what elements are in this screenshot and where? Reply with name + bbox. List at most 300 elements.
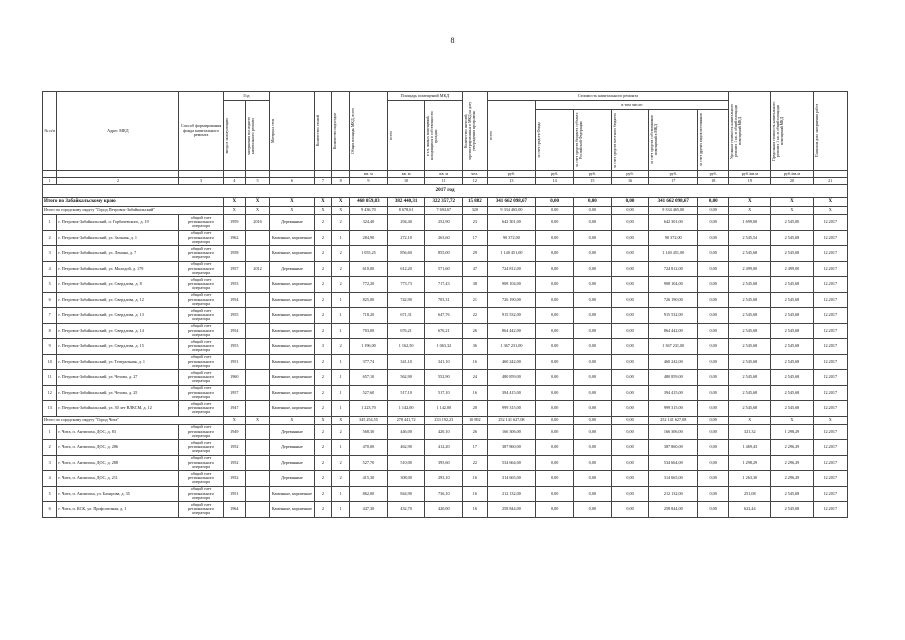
cell-c3: 0,00 [611, 339, 649, 355]
cell-unit: 1 298,29 [729, 455, 771, 471]
cell-method: общий счет регионального оператора [179, 440, 223, 456]
column-number: 17 [649, 178, 698, 185]
cell-c2: 0,00 [574, 308, 612, 324]
unit-cell: чел. [463, 171, 487, 178]
cell-cost: 480 859,00 [487, 370, 536, 386]
cell-mat: Каменные, кирпичные [270, 246, 314, 262]
hdr-year-last-repair: завершения последнего капитального ремонта [246, 116, 255, 155]
cell-fl: 2 [314, 215, 332, 231]
cell-method: общий счет регионального оператора [179, 502, 223, 518]
cell-ppl: 16 [463, 486, 487, 502]
cell-cost: 460 242,00 [487, 354, 536, 370]
cell-rep [245, 401, 269, 417]
cell-pr: 671,31 [387, 308, 425, 324]
cell-addr: г. Чита, п. Антипиха, ул. Бахирова, д. 35 [57, 486, 179, 502]
unit-cell-blank [813, 171, 848, 178]
cell-res: 420,00 [425, 502, 463, 518]
cell-rep: 2012 [245, 261, 269, 277]
column-number: 21 [813, 178, 848, 185]
hdr-cost-total: всего [488, 131, 493, 140]
cell-n: 1 [43, 215, 57, 231]
cell-c3: 0,00 [611, 471, 649, 487]
cell-ppl: 17 [463, 230, 487, 246]
subtotal-row-cell: X [245, 207, 269, 215]
cell-c2: 0,00 [574, 401, 612, 417]
cell-pr: 844,90 [387, 486, 425, 502]
cell-max: 2 545,68 [771, 308, 813, 324]
column-number: 6 [270, 178, 314, 185]
cell-cost: 642 301,00 [487, 215, 536, 231]
cell-mat: Деревянные [270, 455, 314, 471]
cell-n: 10 [43, 354, 57, 370]
cell-c1: 0,00 [536, 277, 574, 293]
subtotal-row-cell: X [813, 416, 848, 424]
cell-unit: 2 545,68 [729, 370, 771, 386]
cell-en: 1 [332, 385, 350, 401]
subtotal-row-label: Итого по городскому округу "Город Чита" [43, 416, 224, 424]
cell-rep [245, 339, 269, 355]
cell-c2: 0,00 [574, 455, 612, 471]
subtotal-row-cell: 0,00 [574, 416, 612, 424]
cell-date: 12.2017 [813, 455, 848, 471]
cell-c4: 864 442,00 [649, 323, 698, 339]
cell-mat: Каменные, кирпичные [270, 502, 314, 518]
subtotal-row-cell: 0,00 [536, 416, 574, 424]
grand-total-row-cell: 0,00 [698, 198, 729, 207]
cell-unit: 2 545,68 [729, 246, 771, 262]
cell-addr: г. Петровск-Забайкальский, ул. Театральная, д. 1 [57, 354, 179, 370]
cell-en: 1 [332, 401, 350, 417]
cell-ppl: 36 [463, 339, 487, 355]
cell-c3: 0,00 [611, 230, 649, 246]
cell-max: 2 545,68 [771, 401, 813, 417]
cell-res: 517,10 [425, 385, 463, 401]
cell-mat: Каменные, кирпичные [270, 292, 314, 308]
cell-cost: 726 190,00 [487, 292, 536, 308]
cell-en: 1 [332, 292, 350, 308]
cell-en: 2 [332, 277, 350, 293]
subtotal-row-cell: 0,00 [611, 416, 649, 424]
cell-addr: г. Петровск-Забайкальский, ул. Молодой, д. 179 [57, 261, 179, 277]
cell-built: 1955 [223, 308, 245, 324]
hdr-wall-material: Материал стен [271, 119, 276, 143]
grand-total-row-cell: X [223, 198, 245, 207]
grand-total-row-cell: X [314, 198, 332, 207]
cell-pr: 446,00 [387, 424, 425, 440]
cell-method: общий счет регионального оператора [179, 385, 223, 401]
cell-max: 2 545,68 [771, 354, 813, 370]
cell-pr: 676,21 [387, 323, 425, 339]
cell-res: 717,43 [425, 277, 463, 293]
subtotal-row-cell: 8 678,61 [387, 207, 425, 215]
cell-max: 1 298,29 [771, 424, 813, 440]
cell-c1: 0,00 [536, 385, 574, 401]
cell-unit: 2 545,68 [729, 354, 771, 370]
cell-c4: 1 140 451,00 [649, 246, 698, 262]
unit-cell: руб. [574, 171, 612, 178]
cell-c5: 0,00 [698, 323, 729, 339]
cell-c2: 0,00 [574, 502, 612, 518]
hdr-cost-local: за счет средств местного бюджета [612, 112, 617, 168]
subtotal-row-cell: 252 141 627,08 [487, 416, 536, 424]
cell-method: общий счет регионального оператора [179, 354, 223, 370]
subtotal-row-label: Итого по городскому округу "Город Петровск-Забайкальский" [43, 207, 224, 215]
cell-built: 1954 [223, 292, 245, 308]
table-row [43, 455, 848, 471]
cell-fl: 3 [314, 339, 332, 355]
cell-addr: г. Петровск-Забайкальский, ул. Свердлова, д. 13 [57, 308, 179, 324]
table-row [43, 277, 848, 293]
cell-mat: Деревянные [270, 440, 314, 456]
cell-addr: г. Чита, п. Антипиха, ДОС, д. 286 [57, 440, 179, 456]
cell-mat: Каменные, кирпичные [270, 370, 314, 386]
cell-unit: 2 545,68 [729, 339, 771, 355]
cell-date: 12.2017 [813, 401, 848, 417]
cell-ppl: 16 [463, 471, 487, 487]
cell-res: 252,90 [425, 215, 463, 231]
cell-rep [245, 440, 269, 456]
table-row [43, 440, 848, 456]
cell-cost: 166 306,00 [487, 424, 536, 440]
cell-built: 1952 [223, 440, 245, 456]
cell-max: 2 545,68 [771, 486, 813, 502]
cell-unit: 1 263,30 [729, 471, 771, 487]
subtotal-row-cell: 0,00 [611, 207, 649, 215]
hdr-cost-federal: за счет средств бюджета субъекта Российской Федерации [575, 112, 583, 168]
cell-n: 13 [43, 401, 57, 417]
cell-c5: 0,00 [698, 455, 729, 471]
cell-pr: 341,10 [387, 354, 425, 370]
grand-total-row-cell: X [813, 198, 848, 207]
cell-n: 2 [43, 230, 57, 246]
cell-ppl: 21 [463, 292, 487, 308]
cell-fl: 2 [314, 455, 332, 471]
cell-res: 571,60 [425, 261, 463, 277]
cell-c5: 0,00 [698, 230, 729, 246]
cell-date: 12.2017 [813, 230, 848, 246]
hdr-premises-total: всего [388, 131, 393, 140]
hdr-unit-cost: Удельная стоимость капитального ремонта 1 кв. м общей площади помещений МКД [730, 103, 743, 159]
cell-n: 3 [43, 246, 57, 262]
cell-ppl: 47 [463, 261, 487, 277]
grand-total-row-cell: 0,00 [611, 198, 649, 207]
cell-ppl: 23 [463, 215, 487, 231]
cell-res: 855,00 [425, 246, 463, 262]
grand-total-row-cell: 0,00 [574, 198, 612, 207]
cell-max: 2 545,68 [771, 370, 813, 386]
cell-rep [245, 277, 269, 293]
cell-area: 772,20 [350, 277, 388, 293]
cell-c3: 0,00 [611, 246, 649, 262]
cell-date: 12.2017 [813, 385, 848, 401]
cell-cost: 534 664,00 [487, 455, 536, 471]
column-number: 8 [332, 178, 350, 185]
cell-ppl: 20 [463, 401, 487, 417]
grand-total-row-cell: X [771, 198, 813, 207]
cell-method: общий счет регионального оператора [179, 215, 223, 231]
cell-cost: 908 104,00 [487, 277, 536, 293]
column-number: 2 [57, 178, 179, 185]
cell-rep [245, 354, 269, 370]
column-number: 19 [729, 178, 771, 185]
cell-date: 12.2017 [813, 246, 848, 262]
cell-c3: 0,00 [611, 261, 649, 277]
cell-cost: 212 132,00 [487, 486, 536, 502]
cell-n: 11 [43, 370, 57, 386]
cell-pr: 612,20 [387, 261, 425, 277]
cell-c4: 724 812,00 [649, 261, 698, 277]
cell-method: общий счет регионального оператора [179, 292, 223, 308]
cell-mat: Каменные, кирпичные [270, 277, 314, 293]
subtotal-row-cell: X [314, 416, 332, 424]
cell-c5: 0,00 [698, 215, 729, 231]
cell-res: 736,10 [425, 486, 463, 502]
cell-method: общий счет регионального оператора [179, 323, 223, 339]
subtotal-row-cell: 345 254,55 [350, 416, 388, 424]
cell-mat: Каменные, кирпичные [270, 385, 314, 401]
column-number: 18 [698, 178, 729, 185]
cell-c3: 0,00 [611, 502, 649, 518]
column-number: 15 [574, 178, 612, 185]
cell-date: 12.2017 [813, 277, 848, 293]
cell-built: 1957 [223, 261, 245, 277]
cell-res: 395,60 [425, 455, 463, 471]
hdr-planned-date: Плановая дата завершения работ [814, 104, 819, 158]
cell-c4: 258 844,00 [649, 502, 698, 518]
cell-fl: 2 [314, 323, 332, 339]
cell-addr: г. Чита, п. КСК, ул. Профсоюзная, д. 1 [57, 502, 179, 518]
cell-mat: Деревянные [270, 215, 314, 231]
cell-c4: 387 860,00 [649, 440, 698, 456]
cell-area: 527,70 [350, 455, 388, 471]
cell-c3: 0,00 [611, 455, 649, 471]
cell-built: 1952 [223, 471, 245, 487]
capital-repair-table [42, 91, 848, 518]
cell-area: 568,30 [350, 424, 388, 440]
cell-en: 1 [332, 230, 350, 246]
cell-c2: 0,00 [574, 354, 612, 370]
cell-pr: 432,70 [387, 502, 425, 518]
cell-unit: 321,32 [729, 424, 771, 440]
cell-c3: 0,00 [611, 440, 649, 456]
cell-addr: г. Петровск-Забайкальский, ул. Чехова, д. 27 [57, 370, 179, 386]
cell-c3: 0,00 [611, 354, 649, 370]
cell-c1: 0,00 [536, 440, 574, 456]
cell-c4: 642 301,00 [649, 215, 698, 231]
cell-c1: 0,00 [536, 261, 574, 277]
cell-c4: 166 306,00 [649, 424, 698, 440]
cell-n: 6 [43, 292, 57, 308]
cell-en: 2 [332, 261, 350, 277]
cell-rep [245, 455, 269, 471]
cell-mat: Каменные, кирпичные [270, 339, 314, 355]
cell-built: 1947 [223, 401, 245, 417]
cell-fl: 2 [314, 471, 332, 487]
cell-pr: 856,60 [387, 246, 425, 262]
cell-en: 1 [332, 370, 350, 386]
cell-c3: 0,00 [611, 401, 649, 417]
cell-c1: 0,00 [536, 246, 574, 262]
cell-c5: 0,00 [698, 339, 729, 355]
subtotal-row-cell: X [332, 207, 350, 215]
cell-max: 2 296,29 [771, 471, 813, 487]
cell-fl: 2 [314, 246, 332, 262]
cell-c2: 0,00 [574, 323, 612, 339]
grand-total-row-cell: 468 059,83 [350, 198, 388, 207]
subtotal-row [43, 207, 848, 215]
cell-n: 2 [43, 440, 57, 456]
cell-cost: 1 140 451,00 [487, 246, 536, 262]
cell-method: общий счет регионального оператора [179, 370, 223, 386]
cell-mat: Каменные, кирпичные [270, 308, 314, 324]
unit-cell: руб. [487, 171, 536, 178]
hdr-cost-fund: за счет средств Фонда [537, 122, 542, 158]
cell-cost: 724 812,00 [487, 261, 536, 277]
unit-cell: руб. [649, 171, 698, 178]
cell-unit: 2 545,54 [729, 230, 771, 246]
cell-c2: 0,00 [574, 471, 612, 487]
cell-n: 12 [43, 385, 57, 401]
cell-n: 4 [43, 471, 57, 487]
cell-c2: 0,00 [574, 215, 612, 231]
cell-c3: 0,00 [611, 385, 649, 401]
cell-c4: 460 242,00 [649, 354, 698, 370]
subtotal-row-cell: 9 334 465,00 [649, 207, 698, 215]
cell-area: 470,00 [350, 440, 388, 456]
cell-rep [245, 486, 269, 502]
cell-rep [245, 370, 269, 386]
subtotal-row-cell: 0,00 [698, 207, 729, 215]
cell-mat: Деревянные [270, 471, 314, 487]
cell-built: 1962 [223, 230, 245, 246]
cell-fl: 2 [314, 385, 332, 401]
cell-unit: 2 545,68 [729, 385, 771, 401]
cell-c2: 0,00 [574, 486, 612, 502]
column-number: 7 [314, 178, 332, 185]
cell-area: 610,00 [350, 261, 388, 277]
cell-ppl: 26 [463, 424, 487, 440]
column-number: 20 [771, 178, 813, 185]
subtotal-row-cell: 252 141 627,08 [649, 416, 698, 424]
column-number: 5 [245, 178, 269, 185]
cell-area: 447,30 [350, 502, 388, 518]
subtotal-row-cell: X [771, 416, 813, 424]
cell-unit: 2 545,68 [729, 308, 771, 324]
cell-max: 2 545,68 [771, 339, 813, 355]
column-number: 14 [536, 178, 574, 185]
cell-fl: 2 [314, 424, 332, 440]
cell-fl: 2 [314, 502, 332, 518]
cell-c1: 0,00 [536, 354, 574, 370]
cell-c2: 0,00 [574, 385, 612, 401]
cell-unit: 251,08 [729, 486, 771, 502]
cell-c1: 0,00 [536, 230, 574, 246]
grand-total-row-cell: 341 662 098,67 [487, 198, 536, 207]
cell-c2: 0,00 [574, 261, 612, 277]
table-row [43, 401, 848, 417]
hdr-total-area: Общая площадь МКД, всего [351, 108, 356, 154]
subtotal-row-cell: 0,00 [698, 416, 729, 424]
grand-total-row-cell: 322 357,72 [425, 198, 463, 207]
cell-date: 12.2017 [813, 261, 848, 277]
cell-n: 5 [43, 486, 57, 502]
cell-c5: 0,00 [698, 440, 729, 456]
column-number: 9 [350, 178, 388, 185]
cell-ppl: 22 [463, 308, 487, 324]
subtotal-row-cell: 7 694,67 [425, 207, 463, 215]
cell-max: 2 545,68 [771, 230, 813, 246]
grand-total-row-cell: 341 662 098,67 [649, 198, 698, 207]
cell-ppl: 29 [463, 246, 487, 262]
cell-c1: 0,00 [536, 502, 574, 518]
cell-max: 2 545,00 [771, 215, 813, 231]
subtotal-row-cell: X [223, 207, 245, 215]
grand-total-row-label: Итого по Забайкальскому краю [43, 198, 224, 207]
table-row [43, 486, 848, 502]
cell-en: 2 [332, 424, 350, 440]
cell-area: 718,20 [350, 308, 388, 324]
cell-c5: 0,00 [698, 277, 729, 293]
hdr-entrances: Количество подъездов [333, 112, 338, 150]
cell-area: 324,40 [350, 215, 388, 231]
cell-addr: г. Петровск-Забайкальский, ул. Свердлова, д. 12 [57, 292, 179, 308]
cell-c4: 212 132,00 [649, 486, 698, 502]
cell-c1: 0,00 [536, 292, 574, 308]
cell-en: 2 [332, 339, 350, 355]
cell-date: 12.2017 [813, 424, 848, 440]
cell-ppl: 38 [463, 277, 487, 293]
cell-c2: 0,00 [574, 370, 612, 386]
column-number: 3 [179, 178, 223, 185]
cell-area: 377,74 [350, 354, 388, 370]
unit-cell: руб. [536, 171, 574, 178]
cell-fl: 2 [314, 230, 332, 246]
cell-method: общий счет регионального оператора [179, 424, 223, 440]
cell-mat: Каменные, кирпичные [270, 354, 314, 370]
subtotal-row-cell: 9 334 465,00 [487, 207, 536, 215]
grand-total-row-cell: 0,00 [536, 198, 574, 207]
cell-c4: 314 665,00 [649, 471, 698, 487]
cell-en: 2 [332, 471, 350, 487]
cell-en: 2 [332, 215, 350, 231]
grand-total-row-cell: X [245, 198, 269, 207]
cell-rep [245, 308, 269, 324]
cell-c1: 0,00 [536, 215, 574, 231]
table-row [43, 424, 848, 440]
table-row [43, 502, 848, 518]
grand-total-row-cell: X [270, 198, 314, 207]
cell-mat: Каменные, кирпичные [270, 323, 314, 339]
hdr-floors: Количество этажей [315, 115, 320, 147]
cell-c5: 0,00 [698, 401, 729, 417]
cell-addr: г. Петровск-Забайкальский, п. Горбачевского, д. 19 [57, 215, 179, 231]
cell-c4: 726 190,00 [649, 292, 698, 308]
table-row [43, 230, 848, 246]
year-label: 2017 год [43, 185, 848, 198]
cell-date: 12.2017 [813, 292, 848, 308]
cell-date: 12.2017 [813, 440, 848, 456]
hdr-premises-group: Площадь помещений МКД [387, 92, 462, 101]
cell-rep [245, 292, 269, 308]
cell-area: 862,00 [350, 486, 388, 502]
subtotal-row-cell: X [813, 207, 848, 215]
cell-mat: Каменные, кирпичные [270, 486, 314, 502]
cell-en: 1 [332, 354, 350, 370]
cell-c3: 0,00 [611, 215, 649, 231]
cell-c2: 0,00 [574, 230, 612, 246]
cell-c3: 0,00 [611, 292, 649, 308]
cell-built: 1953 [223, 277, 245, 293]
